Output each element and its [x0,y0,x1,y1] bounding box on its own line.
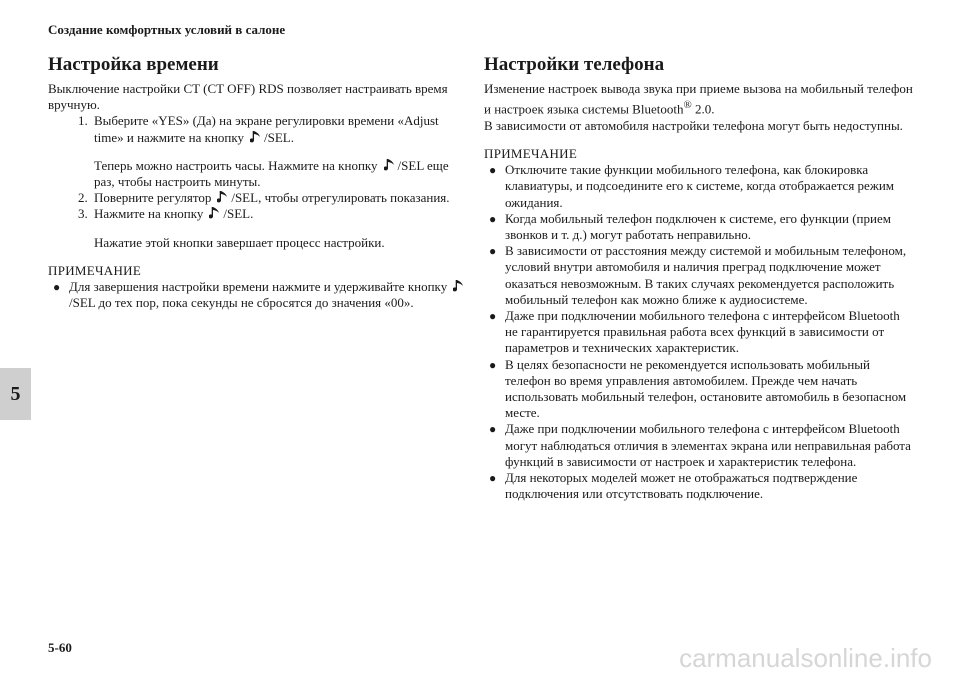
phone-settings-section [484,52,914,502]
step-text-suffix: /SEL. [264,129,294,145]
registered-mark: ® [683,99,692,112]
chapter-tab: 5 [0,368,31,420]
section-heading-phone: Настройки телефона [484,54,665,75]
step-text: Нажмите на кнопку [94,206,204,222]
list-item [484,243,914,308]
note-text: Даже при подключении мобильного телефона с интерфейсом Bluetooth не гарантируется правильная работа всех функций в зависимости от параметров и технических характеристик. [505,307,900,356]
step-text: Поверните регулятор [94,190,212,206]
step-number: 2. [78,190,88,206]
bullet-icon: ● [489,422,497,437]
step-text-suffix: /SEL. [223,206,254,222]
watermark: carmanualsonline.info [679,643,932,673]
list-item [78,206,468,222]
time-settings-section [48,52,468,311]
list-item [48,279,468,311]
music-note-icon [384,158,396,172]
step-text: Выберите «YES» (Да) на экране регулировки времени «Adjust time» и нажмите на кнопку [94,113,439,145]
list-item [484,357,914,422]
note-text: Когда мобильный телефон подключен к системе, его функции (прием звонков и т. д.) могут работать неправильно. [505,210,891,242]
bullet-icon: ● [489,471,497,485]
bullet-icon: ● [489,163,497,178]
list-item [484,308,914,357]
list-item [484,211,914,243]
music-note-icon [453,279,465,293]
note-title: ПРИМЕЧАНИЕ [48,262,142,278]
step-text-suffix: /SEL, чтобы отрегулировать показания. [231,190,450,206]
step-extra: Теперь можно настроить часы. Нажмите на кнопку [94,157,378,173]
note-text: В целях безопасности не рекомендуется использовать мобильный телефон во время управления автомобилем. Прежде чем начать использовать мобильный телефон, остановите автомобиль в безопасном месте. [505,356,907,421]
list-item [484,470,914,502]
step-extra: Нажатие этой кнопки завершает процесс настройки. [94,234,385,250]
bullet-icon: ● [489,357,497,372]
step-number: 1. [78,113,88,129]
music-note-icon [250,130,262,144]
section-heading-time: Настройка времени [48,54,219,75]
step-number: 3. [78,206,88,222]
list-item [484,421,914,470]
note-text: В зависимости от расстояния между системой и мобильным телефоном, условий внутри автомобиля и наличия преград подключение может оказаться невозможным. В таких случаях рекомендуется расположить мобильный телефон как можно ближе к аудиосистеме. [505,243,907,307]
bullet-icon: ● [53,280,61,295]
note-text: Даже при подключении мобильного телефона с интерфейсом Bluetooth могут наблюдаться отличия в элементах экрана или неправильная работа функций в зависимости от настроек и характеристик телефона. [505,421,911,469]
phone-intro-2: В зависимости от автомобиля настройки телефона могут быть недоступны. [484,117,903,133]
step-extra-suffix: /SEL еще раз, чтобы настроить минуты. [94,157,449,190]
list-item [484,162,914,211]
notes-list [484,162,914,502]
page-header: Создание комфортных условий в салоне [48,22,286,37]
bullet-icon: ● [489,244,497,259]
time-intro: Выключение настройки CT (CT OFF) RDS позволяет настраивать время вручную. [48,81,448,113]
list-item [78,113,468,145]
note-text: Для завершения настройки времени нажмите и удерживайте кнопку [69,279,448,295]
music-note-icon [209,206,221,220]
list-item [78,190,468,206]
note-text: Отключите такие функции мобильного телефона, как блокировка клавиатуры, и подсоедините его к системе, когда отображается режим ожидания. [505,162,894,210]
page-number: 5-60 [48,640,72,655]
list-item [78,235,468,251]
steps-list [48,113,468,250]
note-text-suffix: /SEL до тех пор, пока секунды не сбросятся до значения «00». [69,295,414,311]
note-title: ПРИМЕЧАНИЕ [484,145,578,161]
bullet-icon: ● [489,308,497,323]
note-text: Для некоторых моделей может не отображаться подтверждение подключения или отсутствовать подключение. [505,470,858,502]
music-note-icon [217,190,229,204]
phone-intro: Изменение настроек вывода звука при приеме вызова на мобильный телефон и настроек языка системы Bluetooth® 2.0. [484,81,913,117]
list-item [78,158,468,190]
bullet-icon: ● [489,211,497,226]
